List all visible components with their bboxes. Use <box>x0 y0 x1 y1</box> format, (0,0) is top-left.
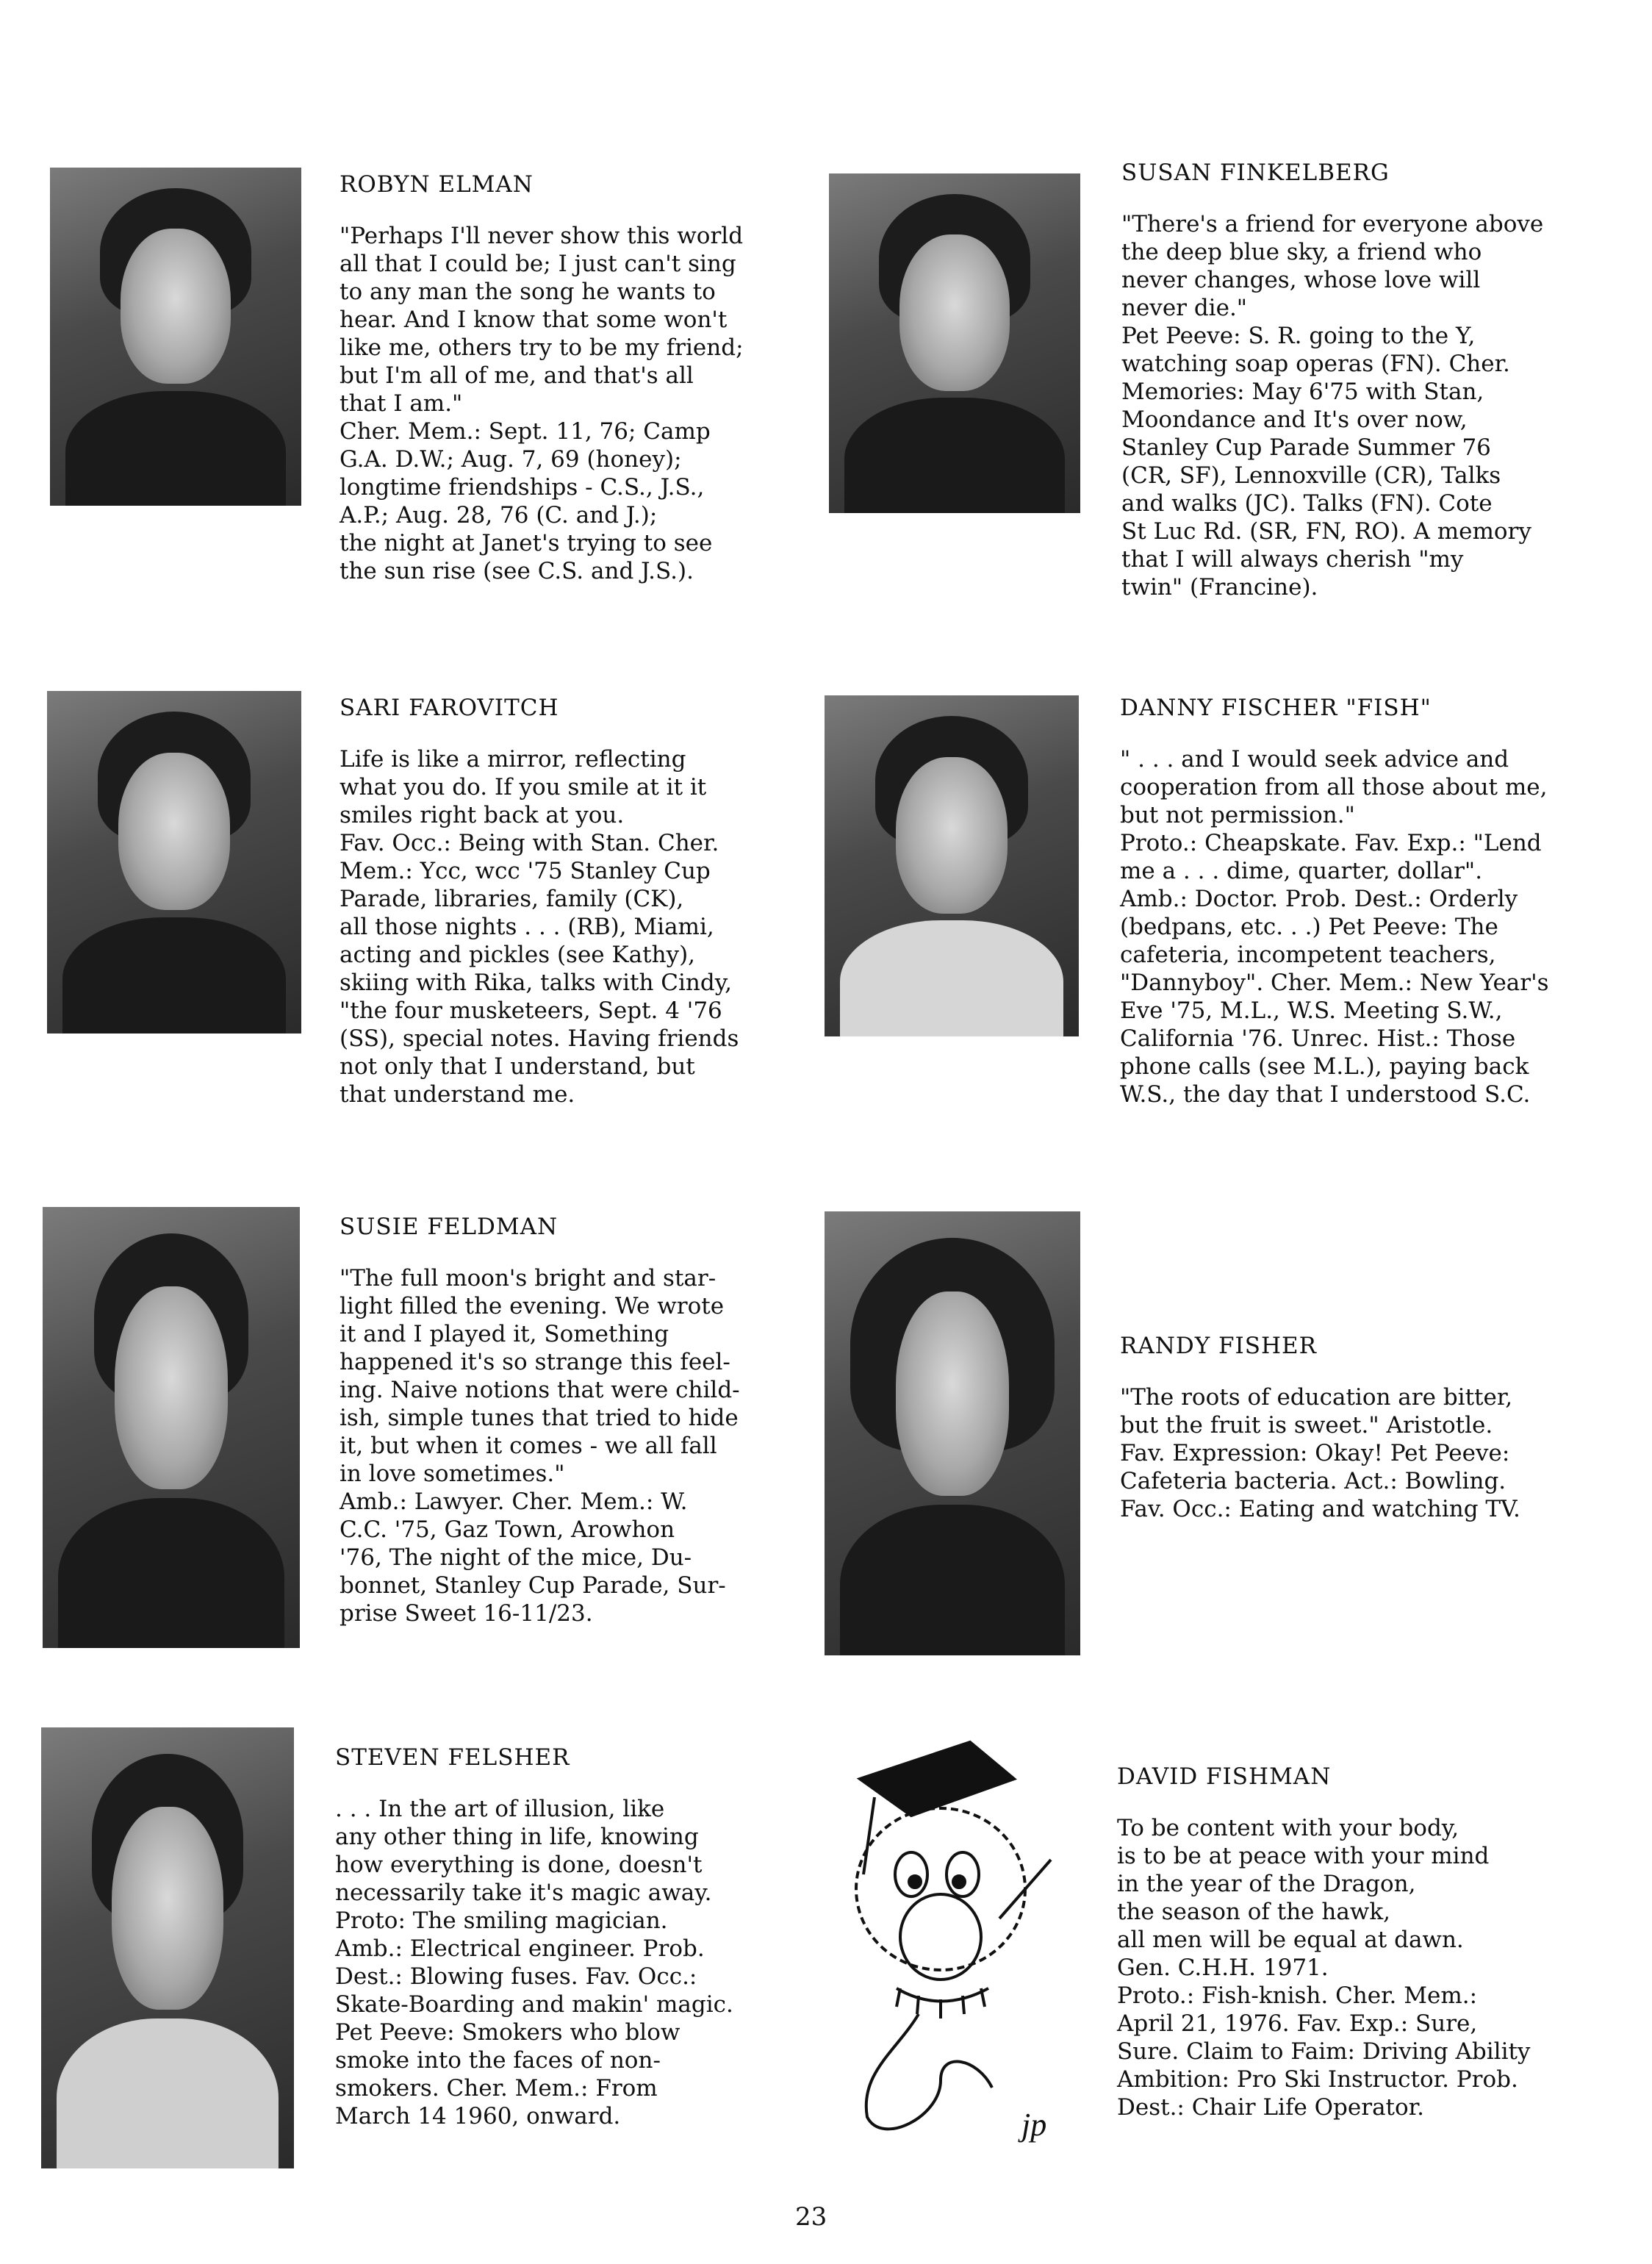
magic-wand <box>999 1860 1051 1919</box>
student-bio: To be content with your body, is to be at peace with your mind in the year of the Dragon, the season of the hawk, all men will be equal at dawn. Gen. C.H.H. 1971. Proto.: Fish-knish. Cher. Mem.: April 21, 1976. Fav. Exp.: Sure, Sure. Claim to Faim: Driving Ability Ambition: Pro Ski Instructor. Prob. Dest.: Chair Life Operator. <box>1117 1815 1531 2121</box>
cartoon-signature: jp <box>1021 2107 1047 2143</box>
graduate-cartoon-illustration <box>830 1735 1073 2154</box>
entry-steven-felsher <box>335 1744 813 2130</box>
mortarboard-hat <box>860 1742 1014 1816</box>
student-bio: "The roots of education are bitter, but the fruit is sweet." Aristotle. Fav. Expression: Okay! Pet Peeve: Cafeteria bacteria. Act.: Bowling. Fav. Occ.: Eating and watching TV. <box>1120 1384 1520 1522</box>
student-bio: "Perhaps I'll never show this world all that I could be; I just can't sing to any man the song he wants to hear. And I know that some won't like me, others try to be my friend; but I'm all of me, and that's all that I am." Cher. Mem.: Sept. 11, 76; Camp G.A. D.W.; Aug. 7, 69 (honey); longtime friendships - C.S., J.S., A.P.; Aug. 28, 76 (C. and J.); the night at Janet's trying to see the sun rise (see C.S. and J.S.). <box>340 223 744 584</box>
portrait-photo-steven-felsher <box>41 1727 294 2168</box>
student-name: SARI FAROVITCH <box>340 695 559 721</box>
portrait-photo-robyn-elman <box>50 168 301 506</box>
student-bio: "There's a friend for everyone above the deep blue sky, a friend who never changes, whose love will never die." Pet Peeve: S. R. going to the Y, watching soap operas (FN). Cher. Memories: May 6'75 with Stan, Moondance and It's over now, Stanley Cup Parade Summer 76 (CR, SF), Lennoxville (CR), Talks and walks (JC). Talks (FN). Cote St Luc Rd. (SR, FN, RO). A memory that I will always cherish "my twin" (Francine). <box>1121 211 1544 601</box>
portrait-photo-sari-farovitch <box>47 691 301 1034</box>
entry-danny-fischer <box>1120 694 1627 1108</box>
student-name: DANNY FISCHER "FISH" <box>1120 695 1432 721</box>
portrait-photo-susan-finkelberg <box>829 173 1080 513</box>
student-bio: Life is like a mirror, reflecting what you do. If you smile at it it smiles right back at you. Fav. Occ.: Being with Stan. Cher. Mem.: Ycc, wcc '75 Stanley Cup Parade, libraries, family (CK), all those nights . . . (RB), Miami, acting and pickles (see Kathy), skiing with Rika, talks with Cindy, "the four musketeers, Sept. 4 '76 (SS), special notes. Having friends not only that I understand, but that understand me. <box>340 746 739 1108</box>
student-name: DAVID FISHMAN <box>1117 1763 1332 1790</box>
curly-hair <box>856 1808 1025 1970</box>
student-name: SUSIE FELDMAN <box>340 1214 559 1240</box>
student-bio: " . . . and I would seek advice and cooperation from all those about me, but not permission." Proto.: Cheapskate. Fav. Exp.: "Lend me a . . . dime, quarter, dollar". Amb.: Doctor. Prob. Dest.: Orderly (bedpans, etc. . .) Pet Peeve: The cafeteria, incompetent teachers, "Dannyboy". Cher. Mem.: New Year's Eve '75, M.L., W.S. Meeting S.W., California '76. Unrec. Hist.: Those phone calls (see M.L.), paying back W.S., the day that I understood S.C. <box>1120 746 1549 1108</box>
entry-sari-farovitch <box>340 694 810 1108</box>
student-name: SUSAN FINKELBERG <box>1121 160 1390 186</box>
face-shape <box>900 1894 981 1980</box>
entry-randy-fisher <box>1120 1332 1627 1523</box>
page-number: 23 <box>795 2202 827 2232</box>
entry-susan-finkelberg <box>1121 159 1621 601</box>
student-name: RANDY FISHER <box>1120 1333 1318 1359</box>
student-name: STEVEN FELSHER <box>335 1744 570 1771</box>
portrait-photo-danny-fischer <box>825 695 1079 1036</box>
entry-david-fishman <box>1117 1763 1624 2121</box>
student-name: ROBYN ELMAN <box>340 171 534 198</box>
student-bio: "The full moon's bright and star- light filled the evening. We wrote it and I played it, Something happened it's so strange this feel- ing. Naive notions that were child- ish, simple tunes that tried to hide it, but when it comes - we all fall in love sometimes." Amb.: Lawyer. Cher. Mem.: W. C.C. '75, Gaz Town, Arowhon '76, The night of the mice, Du- bonnet, Stanley Cup Parade, Sur- prise Sweet 16-11/23. <box>340 1265 740 1627</box>
student-bio: . . . In the art of illusion, like any other thing in life, knowing how everything is done, doesn't necessarily take it's magic away. Proto: The smiling magician. Amb.: Electrical engineer. Prob. Dest.: Blowing fuses. Fav. Occ.: Skate-Boarding and makin' magic. Pet Peeve: Smokers who blow smoke into the faces of non- smokers. Cher. Mem.: From March 14 1960, onward. <box>335 1796 733 2129</box>
portrait-photo-randy-fisher <box>825 1211 1080 1655</box>
entry-robyn-elman <box>340 171 810 585</box>
entry-susie-feldman <box>340 1213 810 1627</box>
portrait-photo-susie-feldman <box>43 1207 300 1648</box>
